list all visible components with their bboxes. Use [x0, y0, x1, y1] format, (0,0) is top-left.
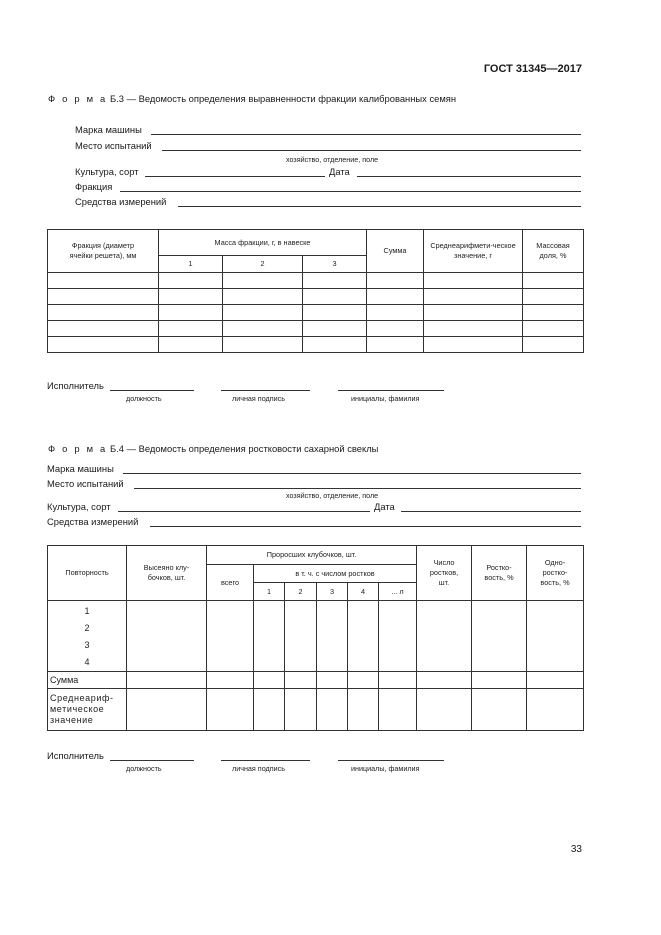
standard-number: ГОСТ 31345—2017 — [483, 63, 582, 75]
machine-label: Марка машины — [75, 124, 142, 135]
name-field[interactable] — [338, 760, 444, 761]
form-label: Ф о р м а — [48, 93, 108, 104]
header-share: Массовая доля, % — [523, 230, 584, 273]
header-including: в т. ч. с числом ростков — [254, 565, 417, 583]
table-row — [48, 273, 584, 289]
table-row — [48, 289, 584, 305]
culture-label: Культура, сорт — [75, 166, 139, 177]
place-label: Место испытаний — [75, 140, 152, 151]
signature-caption: личная подпись — [232, 764, 285, 773]
header-sprout-sub: 2 — [285, 583, 317, 601]
header-fraction: Фракция (диаметр ячейки решета), мм — [48, 230, 159, 273]
machine-field[interactable] — [123, 473, 581, 474]
fraction-label: Фракция — [75, 181, 113, 192]
row-mean-label: Среднеариф-метическое значение — [48, 689, 127, 731]
position-field[interactable] — [110, 760, 194, 761]
place-caption: хозяйство, отделение, поле — [286, 155, 379, 164]
position-caption: должность — [126, 764, 162, 773]
means-field[interactable] — [178, 206, 581, 207]
form-title-text: Б.4 — Ведомость определения ростковости сахарной свеклы — [110, 443, 379, 454]
culture-label: Культура, сорт — [47, 501, 111, 512]
name-caption: инициалы, фамилия — [351, 394, 420, 403]
position-field[interactable] — [110, 390, 194, 391]
header-total: всего — [207, 565, 254, 601]
form-title-text: Б.3 — Ведомость определения выравненности фракции калиброванных семян — [110, 93, 457, 104]
date-label: Дата — [374, 501, 395, 512]
signature-caption: личная подпись — [232, 394, 285, 403]
header-sprout-sub: 3 — [317, 583, 348, 601]
form-label: Ф о р м а — [48, 443, 108, 454]
header-sprout-sub: ... л — [379, 583, 417, 601]
position-caption: должность — [126, 394, 162, 403]
sprouting-table — [47, 545, 584, 731]
row-sum-label: Сумма — [48, 672, 127, 689]
culture-field[interactable] — [118, 511, 370, 512]
means-label: Средства измерений — [47, 516, 139, 527]
header-repeat: Повторность — [48, 546, 127, 601]
header-sprout-sub: 1 — [254, 583, 285, 601]
header-mass-sub: 1 — [159, 256, 223, 273]
form-b4-title — [48, 443, 378, 454]
header-sown: Высеяно клу-бочков, шт. — [127, 546, 207, 601]
name-caption: инициалы, фамилия — [351, 764, 420, 773]
header-mass-sub: 3 — [303, 256, 367, 273]
name-field[interactable] — [338, 390, 444, 391]
repeat-number: 3 — [84, 640, 90, 650]
fraction-table — [47, 229, 584, 353]
date-field[interactable] — [401, 511, 581, 512]
fraction-field[interactable] — [120, 191, 581, 192]
table-row — [48, 601, 584, 672]
table-row — [48, 672, 584, 689]
place-caption: хозяйство, отделение, поле — [286, 491, 379, 500]
place-label: Место испытаний — [47, 478, 124, 489]
executor-label: Исполнитель — [47, 750, 104, 761]
header-sprouting: Ростко-вость, % — [472, 546, 527, 601]
header-mass: Масса фракции, г, в навеске — [159, 230, 367, 256]
header-single: Одно-ростко-вость, % — [527, 546, 584, 601]
machine-field[interactable] — [151, 134, 581, 135]
repeat-number: 4 — [84, 657, 90, 667]
header-mass-sub: 2 — [223, 256, 303, 273]
header-sprout-sub: 4 — [348, 583, 379, 601]
form-b3-title — [48, 93, 456, 104]
machine-label: Марка машины — [47, 463, 114, 474]
means-label: Средства измерений — [75, 196, 167, 207]
signature-field[interactable] — [221, 760, 310, 761]
table-row — [48, 689, 584, 731]
means-field[interactable] — [150, 526, 581, 527]
header-mean: Среднеарифмети-ческое значение, г — [424, 230, 523, 273]
header-number: Число ростков, шт. — [417, 546, 472, 601]
header-sprouted: Проросших клубочков, шт. — [207, 546, 417, 565]
repeat-number: 1 — [84, 606, 90, 616]
executor-label: Исполнитель — [47, 380, 104, 391]
culture-field[interactable] — [145, 176, 325, 177]
table-row — [48, 337, 584, 353]
table-row — [48, 305, 584, 321]
place-field[interactable] — [162, 150, 581, 151]
header-sum: Сумма — [367, 230, 424, 273]
date-field[interactable] — [357, 176, 581, 177]
page-number: 33 — [570, 844, 582, 855]
table-row — [48, 321, 584, 337]
signature-field[interactable] — [221, 390, 310, 391]
repeat-number: 2 — [84, 623, 90, 633]
date-label: Дата — [329, 166, 350, 177]
place-field[interactable] — [134, 488, 581, 489]
repeat-numbers — [48, 601, 127, 672]
